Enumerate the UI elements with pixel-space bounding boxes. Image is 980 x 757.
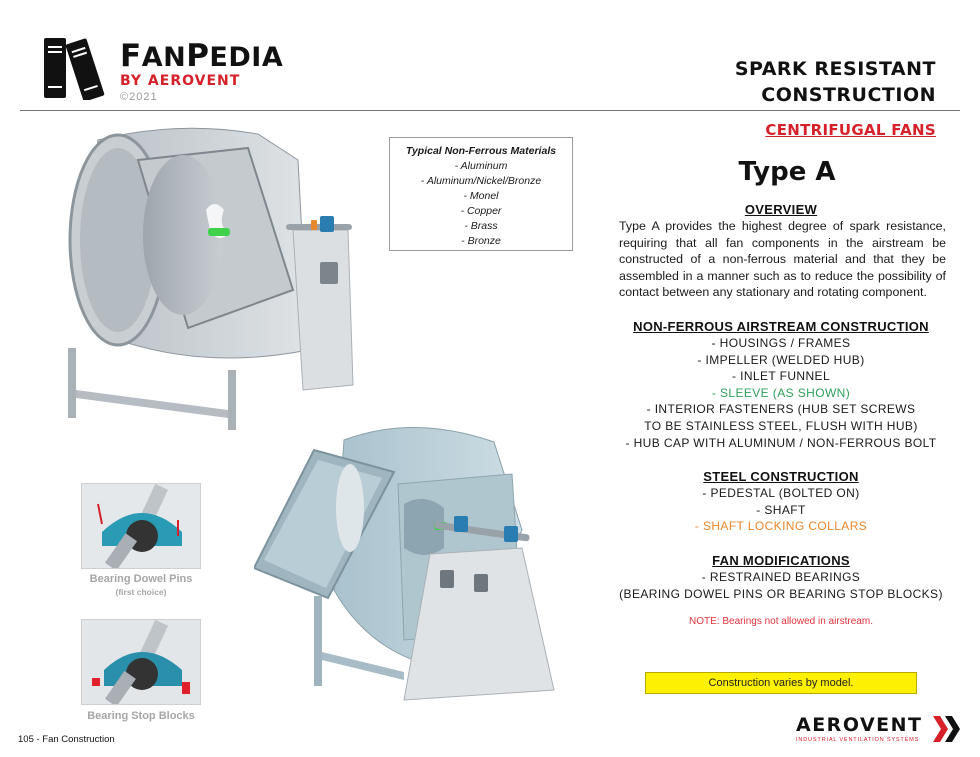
bearing-dowel-pins-image [81,483,201,569]
steel-heading: STEEL CONSTRUCTION [703,469,859,485]
modifications-list [616,569,946,602]
page-subtitle: CENTRIFUGAL FANS [765,121,936,139]
material-item: - Monel [463,190,499,202]
brand-byline: BY AEROVENT [120,73,241,89]
construction-callout: Construction varies by model. [645,672,917,694]
material-item: - Copper [460,205,502,217]
books-icon [40,36,110,100]
list-item: - IMPELLER (WELDED HUB) [697,352,865,367]
non-ferrous-materials-box [389,137,573,251]
bearing-stop-blocks-caption: Bearing Stop Blocks [87,710,195,722]
brand-name: FANPEDIA [120,38,284,74]
list-item: - PEDESTAL (BOLTED ON) [702,486,860,501]
brand-copyright: ©2021 [120,91,158,103]
list-item: - RESTRAINED BEARINGS [701,569,861,584]
material-item: - Bronze [461,235,501,247]
list-item: - INLET FUNNEL [731,369,831,384]
list-item-sleeve: - SLEEVE (AS SHOWN) [711,385,851,400]
steel-list [616,485,946,535]
fanpedia-logo [40,36,310,106]
overview-text: Type A provides the highest degree of spark resistance, requiring that all fan components in the airstream be constructed of a non-ferrous material and that they be assembled in a manner such as to reduce the possibility of contact between any stationary and rotating component. [619,219,946,300]
list-item: - SHAFT [756,502,806,517]
modifications-heading: FAN MODIFICATIONS [712,552,850,568]
list-item: TO BE STAINLESS STEEL, FLUSH WITH HUB) [644,418,918,433]
bearing-dowel-pins-caption: Bearing Dowel Pins [89,573,193,585]
type-title: Type A [738,157,836,187]
non-ferrous-heading: NON-FERROUS AIRSTREAM CONSTRUCTION [633,318,929,334]
page-footer-label: 105 - Fan Construction [18,734,115,745]
header-divider [20,110,960,111]
list-item: (BEARING DOWEL PINS OR BEARING STOP BLOCKS) [619,586,943,601]
overview-heading: OVERVIEW [744,202,818,217]
bearing-stop-blocks-image [81,619,201,705]
fan-illustration-top [58,120,358,432]
double-chevron-icon [933,716,961,742]
fan-illustration-bottom [254,420,560,715]
list-item: - INTERIOR FASTENERS (HUB SET SCREWS [646,402,916,417]
page-title: SPARK RESISTANT CONSTRUCTION [734,58,936,106]
aerovent-logo-tagline: INDUSTRIAL VENTILATION SYSTEMS [796,737,920,743]
aerovent-logo [796,714,961,748]
materials-heading: Typical Non-Ferrous Materials [405,145,557,157]
material-item: - Aluminum/Nickel/Bronze [420,175,542,187]
aerovent-logo-name: AEROVENT [796,714,923,736]
list-item: - HUB CAP WITH ALUMINUM / NON-FERROUS BOLT [625,435,937,450]
material-item: - Aluminum [454,160,508,172]
non-ferrous-list [616,335,946,451]
content-column [616,152,946,627]
list-item-collars: - SHAFT LOCKING COLLARS [694,519,868,534]
material-item: - Brass [464,220,498,232]
bearing-dowel-pins-subcaption: (first choice) [115,587,167,597]
list-item: - HOUSINGS / FRAMES [711,335,851,350]
bearing-note: NOTE: Bearings not allowed in airstream. [689,616,873,628]
